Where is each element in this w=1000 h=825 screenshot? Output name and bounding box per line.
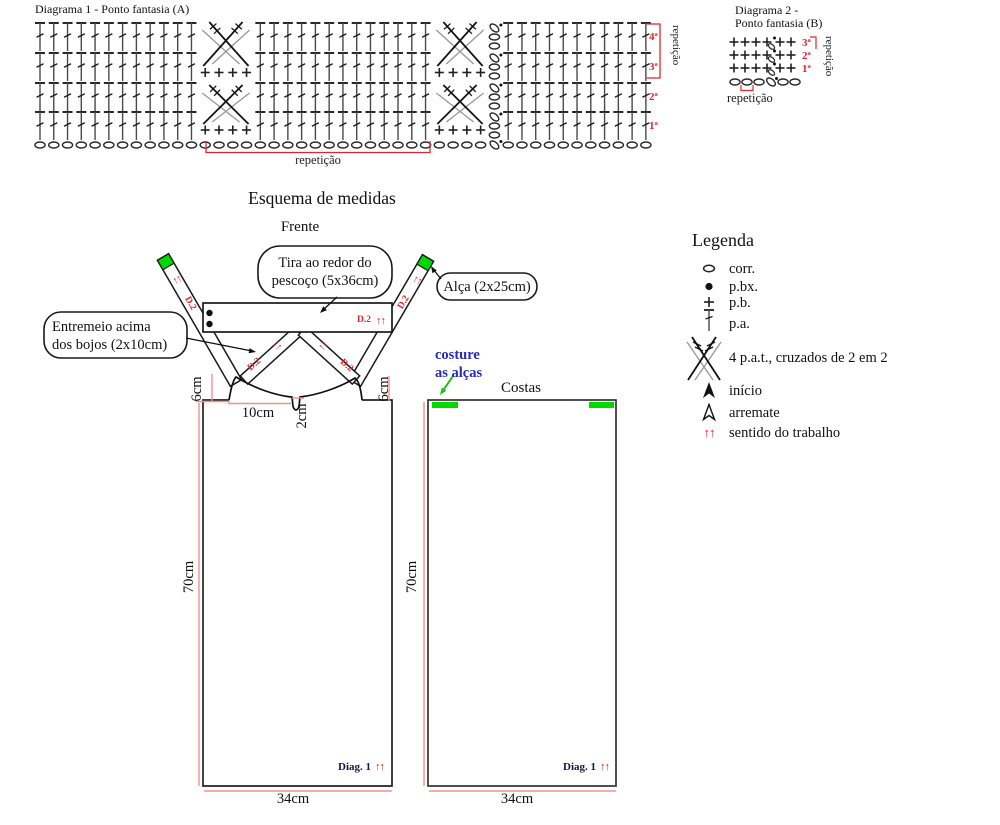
- front-piece: [203, 400, 392, 786]
- double-crochet-icon: [692, 308, 726, 337]
- diagram2-chart: [715, 0, 885, 115]
- front-label: Frente: [280, 219, 320, 235]
- fasten-off-icon: [692, 403, 726, 427]
- back-height-value: 70cm: [404, 560, 420, 594]
- band-direction-arrows: ↑↑: [376, 315, 385, 327]
- legend: [688, 230, 993, 450]
- front-diag-ref: Diag. 1: [338, 761, 371, 773]
- side-drop-right-value: 6cm: [376, 376, 392, 402]
- notch-depth-value: 2cm: [294, 403, 310, 429]
- back-green-bar-left: [432, 402, 458, 408]
- back-green-bar-right: [589, 402, 614, 408]
- measurement-scheme: [0, 180, 700, 825]
- legend-label-work-direction: sentido do trabalho: [729, 425, 841, 441]
- back-piece: [428, 400, 616, 786]
- front-width-value: 34cm: [276, 791, 310, 807]
- right-inner-strap-arrows: ↑↑: [316, 339, 331, 354]
- crossed-trebles-icon: [684, 334, 718, 387]
- back-diag-ref: Diag. 1: [563, 761, 596, 773]
- legend-label-slip-stitch: p.bx.: [729, 279, 758, 295]
- sew-note-line1: costure: [435, 347, 480, 363]
- front-diag-arrows: ↑↑: [375, 761, 384, 773]
- svg-text:1ª: 1ª: [649, 120, 658, 132]
- chain-icon: [692, 261, 726, 279]
- band-diagram-ref: D.2: [357, 315, 371, 325]
- insert-pointer-head: [249, 348, 256, 353]
- front-height-value: 70cm: [181, 560, 197, 594]
- legend-label-crossed-trebles: 4 p.a.t., cruzados de 2 em 2: [729, 350, 888, 366]
- work-direction-icon: ↑↑: [703, 425, 715, 440]
- left-inner-strap-ref: D.2: [246, 356, 264, 374]
- right-inner-strap-ref: D.2: [337, 357, 355, 375]
- right-strap-arrows: ↑↑: [410, 273, 424, 288]
- left-inner-strap-arrows: ↑↑: [269, 338, 284, 353]
- insert-callout-line1: Entremeio acima: [52, 319, 151, 335]
- right-strap-ref: D.2: [396, 293, 412, 312]
- legend-label-start: início: [729, 383, 763, 399]
- svg-text:2ª: 2ª: [649, 91, 658, 103]
- diagram1-title: Diagrama 1 - Ponto fantasia (A): [35, 2, 190, 16]
- scheme-title: Esquema de medidas: [248, 188, 396, 208]
- svg-text:2ª: 2ª: [802, 50, 811, 62]
- legend-label-double-crochet: p.a.: [729, 316, 750, 332]
- neck-strap-callout-line1: Tira ao redor do: [278, 255, 372, 271]
- diagram2-title-line2: Ponto fantasia (B): [735, 16, 823, 30]
- shoulder-strap-callout-text: Alça (2x25cm): [443, 279, 531, 295]
- legend-label-chain: corr.: [729, 261, 756, 277]
- svg-text:3ª: 3ª: [649, 61, 658, 73]
- left-inner-strap: [240, 327, 301, 384]
- left-strap-arrows: ↑↑: [170, 273, 184, 288]
- side-drop-left-value: 6cm: [189, 376, 205, 402]
- start-icon: [692, 381, 726, 405]
- band-dot-2: [206, 321, 212, 327]
- diagram2-title-line1: Diagrama 2 -: [735, 3, 799, 17]
- bust-width-value: 10cm: [241, 405, 275, 421]
- legend-label-single-crochet: p.b.: [729, 295, 751, 311]
- legend-title: Legenda: [692, 230, 754, 250]
- back-diag-arrows: ↑↑: [600, 761, 609, 773]
- sew-note-line2: as alças: [435, 365, 483, 381]
- diagram1-chart: [0, 0, 700, 172]
- svg-text:repetição: repetição: [295, 153, 341, 167]
- back-width-value: 34cm: [500, 791, 534, 807]
- svg-text:1ª: 1ª: [802, 63, 811, 75]
- svg-text:repetição: repetição: [823, 36, 835, 77]
- insert-callout-line2: dos bojos (2x10cm): [52, 337, 168, 353]
- legend-label-fasten-off: arremate: [729, 405, 780, 421]
- svg-text:3ª: 3ª: [802, 37, 811, 49]
- back-label: Costas: [500, 380, 542, 396]
- svg-text:repetição: repetição: [670, 25, 682, 66]
- neck-strap-callout: [258, 246, 392, 298]
- svg-text:4ª: 4ª: [649, 31, 658, 43]
- right-inner-strap: [298, 327, 359, 384]
- svg-text:repetição: repetição: [727, 91, 773, 105]
- band-dot-1: [206, 310, 212, 316]
- left-strap-ref: D.2: [182, 294, 198, 313]
- neck-strap-callout-line2: pescoço (5x36cm): [271, 273, 379, 289]
